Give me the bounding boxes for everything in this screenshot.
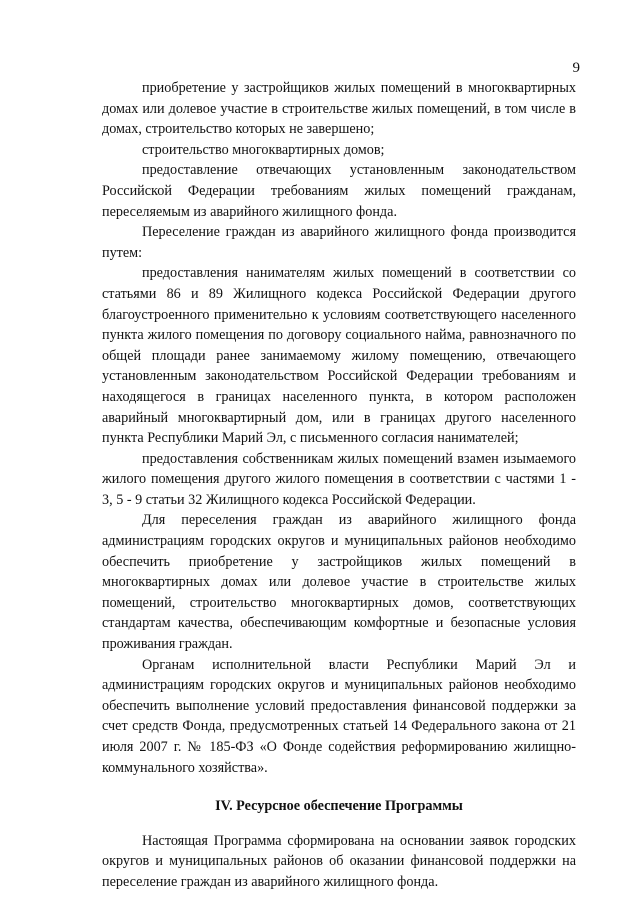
page-number: 9 xyxy=(572,60,580,76)
paragraph-owners: предоставления собственникам жилых помещений взамен изымаемого жилого помещения другого жилого помещения в соответствии с частями 1 - 3, 5 - 9 статьи 32 Жилищного кодекса Российской Федерации. xyxy=(102,450,576,508)
paragraph-construction: строительство многоквартирных домов; xyxy=(142,141,385,158)
document-body xyxy=(102,78,576,893)
paragraph-tenants: предоставления нанимателям жилых помещений в соответствии со статьями 86 и 89 Жилищного кодекса Российской Федерации другого благоустроенного применительно к условиям соответствующего населенного пункта жилого помещения по договору социального найма, равнозначного по общей площади ранее занимаемому жилому помещению, отвечающего установленным законодательством Российской Федерации требованиям и находящегося в границах населенного пункта, в котором расположен аварийный многоквартирный дом, или в границах другого населенного пункта Республики Марий Эл, с письменного согласия нанимателей; xyxy=(102,265,576,447)
paragraph-provision: предоставление отвечающих установленным законодательством Российской Федерации требованиям жилых помещений гражданам, переселяемым из аварийного жилищного фонда. xyxy=(102,162,576,220)
paragraph-acquisition: приобретение у застройщиков жилых помещений в многоквартирных домах или долевое участие в строительстве жилых помещений, в том числе в домах, строительство которых не завершено; xyxy=(102,80,576,138)
paragraph-resettlement-method: Переселение граждан из аварийного жилищного фонда производится путем: xyxy=(102,224,576,261)
paragraph-executive-bodies: Органам исполнительной власти Республики Марий Эл и администрациям городских округов и муниципальных районов необходимо обеспечить выполнение условий предоставления финансовой поддержки за счет средств Фонда, предусмотренных статьей 14 Федерального закона от 21 июля 2007 г. № 185-ФЗ «О Фонде содействия реформированию жилищно-коммунального хозяйства». xyxy=(102,656,576,776)
paragraph-program-basis: Настоящая Программа сформирована на основании заявок городских округов и муниципальных районов об оказании финансовой поддержки на переселение граждан из аварийного жилищного фонда. xyxy=(102,832,576,890)
section-heading: IV. Ресурсное обеспечение Программы xyxy=(215,798,463,815)
paragraph-administrations: Для переселения граждан из аварийного жилищного фонда администрациям городских округов и муниципальных районов необходимо обеспечить приобретение у застройщиков жилых помещений в многоквартирных домах или долевое участие в строительстве жилых помещений, строительство многоквартирных домов, соответствующих стандартам качества, обеспечивающим комфортные и безопасные условия проживания граждан. xyxy=(102,512,576,653)
